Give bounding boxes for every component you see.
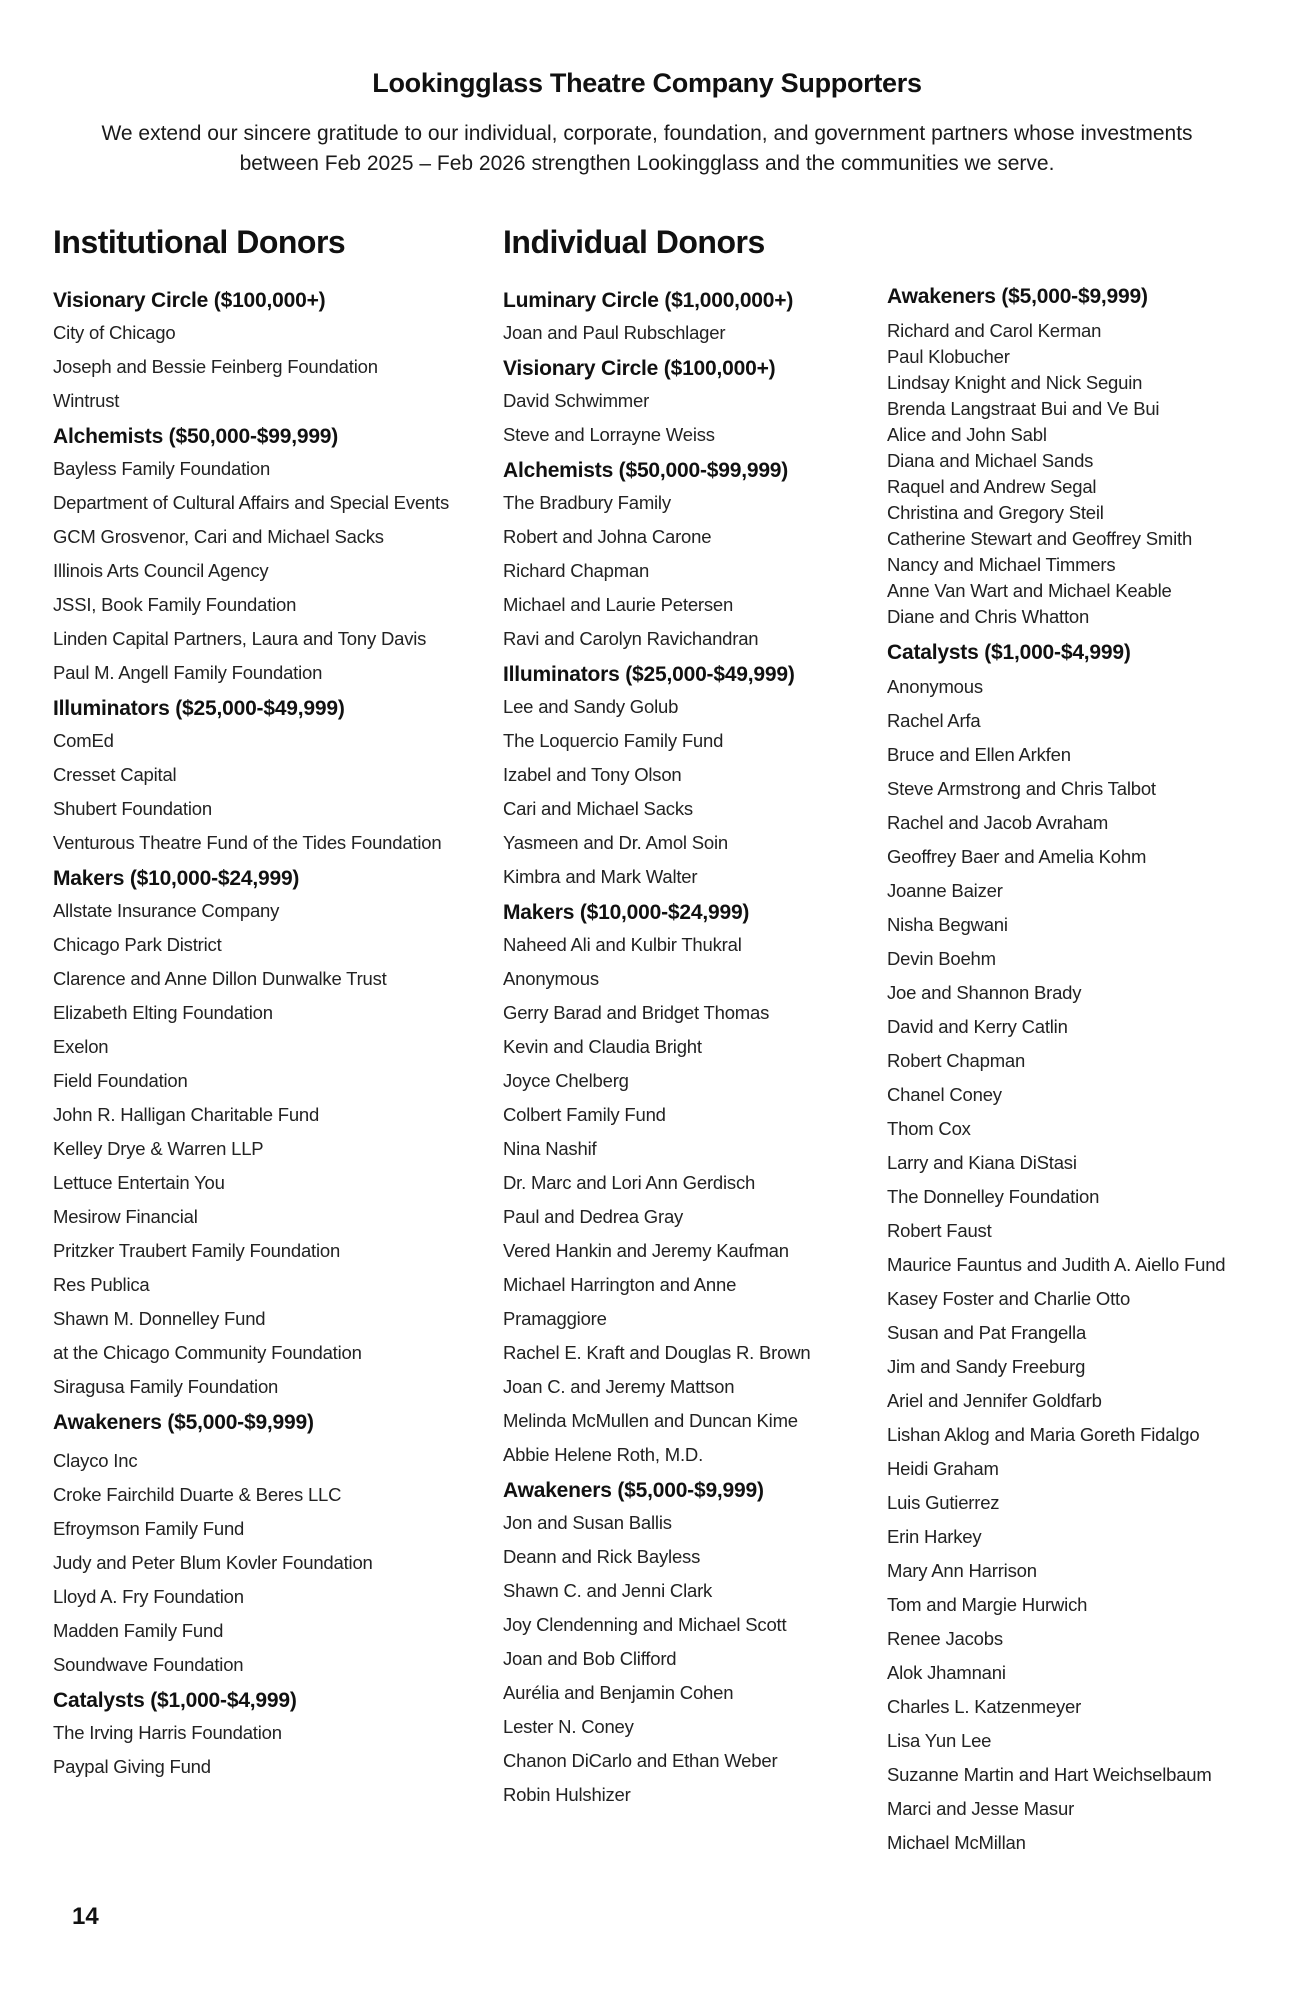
donor-name: Rachel Arfa bbox=[887, 710, 981, 731]
donor-name: Steve Armstrong and Chris Talbot bbox=[887, 778, 1156, 799]
tier-heading: Alchemists ($50,000-$99,999) bbox=[503, 459, 789, 482]
donor-name: Chanel Coney bbox=[887, 1084, 1002, 1105]
donor-name: Res Publica bbox=[53, 1274, 150, 1295]
individual-donors-column bbox=[503, 222, 883, 1816]
intro-text: We extend our sincere gratitude to our individual, corporate, foundation, and government partners whose investments between Feb 2025 – Feb 2026 strengthen Lookingglass and the communities we serve. bbox=[101, 122, 1193, 175]
donor-name: Robert Chapman bbox=[887, 1050, 1026, 1071]
donor-name: Melinda McMullen and Duncan Kime bbox=[503, 1410, 798, 1431]
donor-name: Lloyd A. Fry Foundation bbox=[53, 1586, 244, 1607]
donor-name: Exelon bbox=[53, 1036, 109, 1057]
donor-name: Department of Cultural Affairs and Special Events bbox=[53, 492, 450, 513]
donor-name: Robin Hulshizer bbox=[503, 1784, 631, 1805]
donor-list bbox=[503, 1506, 883, 1812]
donor-name: Joseph and Bessie Feinberg Foundation bbox=[53, 356, 378, 377]
donor-name: Jim and Sandy Freeburg bbox=[887, 1356, 1086, 1377]
donor-name: Diane and Chris Whatton bbox=[887, 606, 1090, 627]
donor-name: Joanne Baizer bbox=[887, 880, 1003, 901]
donor-name: Raquel and Andrew Segal bbox=[887, 476, 1097, 497]
donor-name: Izabel and Tony Olson bbox=[503, 764, 682, 785]
tier-heading: Makers ($10,000-$24,999) bbox=[53, 867, 300, 890]
donor-name: Michael Harrington and Anne bbox=[503, 1274, 737, 1295]
donor-name: Ravi and Carolyn Ravichandran bbox=[503, 628, 759, 649]
donor-name: Susan and Pat Frangella bbox=[887, 1322, 1087, 1343]
donor-name: Richard Chapman bbox=[503, 560, 650, 581]
tier-heading: Visionary Circle ($100,000+) bbox=[503, 357, 776, 380]
tier-heading: Awakeners ($5,000-$9,999) bbox=[53, 1411, 314, 1434]
donor-name: Shawn M. Donnelley Fund bbox=[53, 1308, 266, 1329]
tier-block bbox=[53, 286, 493, 418]
tier-block bbox=[53, 422, 493, 690]
donor-name: Tom and Margie Hurwich bbox=[887, 1594, 1088, 1615]
donor-name: Joan C. and Jeremy Mattson bbox=[503, 1376, 735, 1397]
donor-name: Clarence and Anne Dillon Dunwalke Trust bbox=[53, 968, 387, 989]
individual-donors-continued-column bbox=[887, 282, 1287, 1864]
donor-name: Suzanne Martin and Hart Weichselbaum bbox=[887, 1764, 1212, 1785]
donor-name: Pramaggiore bbox=[503, 1308, 607, 1329]
donor-name: Elizabeth Elting Foundation bbox=[53, 1002, 273, 1023]
donor-name: Anonymous bbox=[503, 968, 599, 989]
donor-name: Joy Clendenning and Michael Scott bbox=[503, 1614, 787, 1635]
donor-name: Chicago Park District bbox=[53, 934, 222, 955]
donor-name: Catherine Stewart and Geoffrey Smith bbox=[887, 528, 1193, 549]
donor-name: Alice and John Sabl bbox=[887, 424, 1047, 445]
donor-name: Allstate Insurance Company bbox=[53, 900, 280, 921]
donor-name: Soundwave Foundation bbox=[53, 1654, 244, 1675]
donor-name: Charles L. Katzenmeyer bbox=[887, 1696, 1082, 1717]
donor-name: Jon and Susan Ballis bbox=[503, 1512, 672, 1533]
donor-list bbox=[503, 690, 883, 894]
donor-list bbox=[887, 318, 1287, 630]
donor-name: Christina and Gregory Steil bbox=[887, 502, 1104, 523]
tier-block bbox=[53, 864, 493, 1404]
donor-name: Renee Jacobs bbox=[887, 1628, 1003, 1649]
donor-name: David and Kerry Catlin bbox=[887, 1016, 1068, 1037]
tier-block bbox=[503, 898, 883, 1472]
donor-name: Paypal Giving Fund bbox=[53, 1756, 211, 1777]
tier-block bbox=[503, 354, 883, 452]
donor-name: Vered Hankin and Jeremy Kaufman bbox=[503, 1240, 789, 1261]
donor-name: Colbert Family Fund bbox=[503, 1104, 666, 1125]
donor-name: Paul Klobucher bbox=[887, 346, 1010, 367]
institutional-heading: Institutional Donors bbox=[53, 224, 346, 260]
tier-block bbox=[503, 1476, 883, 1812]
donor-list bbox=[503, 384, 883, 452]
tier-heading: Illuminators ($25,000-$49,999) bbox=[53, 697, 345, 720]
donor-name: Lester N. Coney bbox=[503, 1716, 634, 1737]
donor-name: Rachel E. Kraft and Douglas R. Brown bbox=[503, 1342, 811, 1363]
donor-name: Kasey Foster and Charlie Otto bbox=[887, 1288, 1131, 1309]
donor-name: Clayco Inc bbox=[53, 1450, 138, 1471]
donor-name: Anne Van Wart and Michael Keable bbox=[887, 580, 1172, 601]
donor-name: Richard and Carol Kerman bbox=[887, 320, 1102, 341]
donor-name: Siragusa Family Foundation bbox=[53, 1376, 279, 1397]
donor-name: Lee and Sandy Golub bbox=[503, 696, 679, 717]
donor-name: Marci and Jesse Masur bbox=[887, 1798, 1075, 1819]
donor-name: Luis Gutierrez bbox=[887, 1492, 1000, 1513]
donor-name: Shubert Foundation bbox=[53, 798, 212, 819]
donor-name: Geoffrey Baer and Amelia Kohm bbox=[887, 846, 1147, 867]
tier-block bbox=[887, 282, 1287, 630]
donor-name: Robert Faust bbox=[887, 1220, 992, 1241]
donor-name: Joyce Chelberg bbox=[503, 1070, 629, 1091]
donor-name: Cari and Michael Sacks bbox=[503, 798, 693, 819]
donor-name: The Irving Harris Foundation bbox=[53, 1722, 282, 1743]
tier-heading: Catalysts ($1,000-$4,999) bbox=[887, 641, 1131, 664]
donor-name: Larry and Kiana DiStasi bbox=[887, 1152, 1077, 1173]
donor-name: Gerry Barad and Bridget Thomas bbox=[503, 1002, 770, 1023]
donor-name: Croke Fairchild Duarte & Beres LLC bbox=[53, 1484, 342, 1505]
donor-name: Paul and Dedrea Gray bbox=[503, 1206, 684, 1227]
tier-heading: Awakeners ($5,000-$9,999) bbox=[503, 1479, 764, 1502]
tier-block bbox=[503, 456, 883, 656]
donor-name: Wintrust bbox=[53, 390, 120, 411]
donor-list bbox=[53, 1444, 493, 1682]
tier-block bbox=[503, 660, 883, 894]
donor-name: City of Chicago bbox=[53, 322, 176, 343]
donor-name: Bruce and Ellen Arkfen bbox=[887, 744, 1071, 765]
tier-block bbox=[53, 694, 493, 860]
donor-name: Kimbra and Mark Walter bbox=[503, 866, 698, 887]
tier-heading: Awakeners ($5,000-$9,999) bbox=[887, 285, 1148, 308]
tier-heading: Catalysts ($1,000-$4,999) bbox=[53, 1689, 297, 1712]
donor-name: Field Foundation bbox=[53, 1070, 188, 1091]
donor-name: David Schwimmer bbox=[503, 390, 650, 411]
individual-heading: Individual Donors bbox=[503, 224, 765, 260]
donor-name: Dr. Marc and Lori Ann Gerdisch bbox=[503, 1172, 756, 1193]
tier-heading: Makers ($10,000-$24,999) bbox=[503, 901, 750, 924]
institutional-donors-column bbox=[53, 222, 493, 1788]
donor-name: GCM Grosvenor, Cari and Michael Sacks bbox=[53, 526, 384, 547]
donor-name: Steve and Lorrayne Weiss bbox=[503, 424, 715, 445]
tier-heading: Illuminators ($25,000-$49,999) bbox=[503, 663, 795, 686]
donor-name: Joe and Shannon Brady bbox=[887, 982, 1082, 1003]
donor-name: Abbie Helene Roth, M.D. bbox=[503, 1444, 704, 1465]
donor-name: Cresset Capital bbox=[53, 764, 177, 785]
donor-name: Nina Nashif bbox=[503, 1138, 597, 1159]
donor-name: Deann and Rick Bayless bbox=[503, 1546, 701, 1567]
donor-name: Joan and Bob Clifford bbox=[503, 1648, 677, 1669]
donor-list bbox=[887, 670, 1287, 1860]
donor-name: Aurélia and Benjamin Cohen bbox=[503, 1682, 734, 1703]
donor-name: Mesirow Financial bbox=[53, 1206, 198, 1227]
tier-block bbox=[53, 1686, 493, 1784]
donor-name: Bayless Family Foundation bbox=[53, 458, 271, 479]
donor-name: Lindsay Knight and Nick Seguin bbox=[887, 372, 1143, 393]
donor-list bbox=[53, 316, 493, 418]
donor-name: Mary Ann Harrison bbox=[887, 1560, 1037, 1581]
tier-heading: Visionary Circle ($100,000+) bbox=[53, 289, 326, 312]
page-number: 14 bbox=[72, 1903, 99, 1930]
donor-list bbox=[53, 724, 493, 860]
donor-name: Kevin and Claudia Bright bbox=[503, 1036, 702, 1057]
donor-name: Lisa Yun Lee bbox=[887, 1730, 992, 1751]
donor-name: Paul M. Angell Family Foundation bbox=[53, 662, 323, 683]
donor-name: The Donnelley Foundation bbox=[887, 1186, 1100, 1207]
tier-heading: Luminary Circle ($1,000,000+) bbox=[503, 289, 794, 312]
tier-block bbox=[503, 286, 883, 350]
donor-name: Madden Family Fund bbox=[53, 1620, 224, 1641]
donor-name: Illinois Arts Council Agency bbox=[53, 560, 269, 581]
donor-name: Rachel and Jacob Avraham bbox=[887, 812, 1109, 833]
donor-list bbox=[503, 486, 883, 656]
donor-name: The Loquercio Family Fund bbox=[503, 730, 724, 751]
donor-name: Kelley Drye & Warren LLP bbox=[53, 1138, 264, 1159]
donor-name: Lettuce Entertain You bbox=[53, 1172, 225, 1193]
donor-name: Shawn C. and Jenni Clark bbox=[503, 1580, 713, 1601]
donor-name: Efroymson Family Fund bbox=[53, 1518, 245, 1539]
donor-name: Nisha Begwani bbox=[887, 914, 1008, 935]
donor-name: Erin Harkey bbox=[887, 1526, 982, 1547]
donor-name: ComEd bbox=[53, 730, 114, 751]
donor-name: Devin Boehm bbox=[887, 948, 996, 969]
donor-name: Brenda Langstraat Bui and Ve Bui bbox=[887, 398, 1160, 419]
donor-name: Venturous Theatre Fund of the Tides Foundation bbox=[53, 832, 442, 853]
tier-block bbox=[887, 638, 1287, 1860]
donor-list bbox=[503, 316, 883, 350]
donor-name: Heidi Graham bbox=[887, 1458, 999, 1479]
donor-name: Maurice Fauntus and Judith A. Aiello Fund bbox=[887, 1254, 1226, 1275]
donor-name: Michael McMillan bbox=[887, 1832, 1026, 1853]
donor-name: Linden Capital Partners, Laura and Tony Davis bbox=[53, 628, 427, 649]
donor-name: Robert and Johna Carone bbox=[503, 526, 712, 547]
donor-name: Anonymous bbox=[887, 676, 983, 697]
page-title: Lookingglass Theatre Company Supporters bbox=[372, 68, 922, 99]
tier-heading: Alchemists ($50,000-$99,999) bbox=[53, 425, 339, 448]
donor-name: Judy and Peter Blum Kovler Foundation bbox=[53, 1552, 373, 1573]
donor-name: Naheed Ali and Kulbir Thukral bbox=[503, 934, 742, 955]
donor-name: Chanon DiCarlo and Ethan Weber bbox=[503, 1750, 778, 1771]
donor-name: Lishan Aklog and Maria Goreth Fidalgo bbox=[887, 1424, 1200, 1445]
donor-name: Ariel and Jennifer Goldfarb bbox=[887, 1390, 1102, 1411]
donor-name: John R. Halligan Charitable Fund bbox=[53, 1104, 320, 1125]
donor-list bbox=[53, 894, 493, 1404]
donor-name: Joan and Paul Rubschlager bbox=[503, 322, 726, 343]
donor-name: Pritzker Traubert Family Foundation bbox=[53, 1240, 341, 1261]
donor-name: at the Chicago Community Foundation bbox=[53, 1342, 362, 1363]
donor-name: Michael and Laurie Petersen bbox=[503, 594, 734, 615]
donor-list bbox=[53, 1716, 493, 1784]
donor-list bbox=[53, 452, 493, 690]
donor-name: Diana and Michael Sands bbox=[887, 450, 1094, 471]
donor-name: JSSI, Book Family Foundation bbox=[53, 594, 297, 615]
donor-name: Thom Cox bbox=[887, 1118, 971, 1139]
donor-name: Alok Jhamnani bbox=[887, 1662, 1006, 1683]
donor-list bbox=[503, 928, 883, 1472]
donor-name: Nancy and Michael Timmers bbox=[887, 554, 1116, 575]
donor-name: Yasmeen and Dr. Amol Soin bbox=[503, 832, 729, 853]
tier-block bbox=[53, 1408, 493, 1682]
donor-name: The Bradbury Family bbox=[503, 492, 671, 513]
